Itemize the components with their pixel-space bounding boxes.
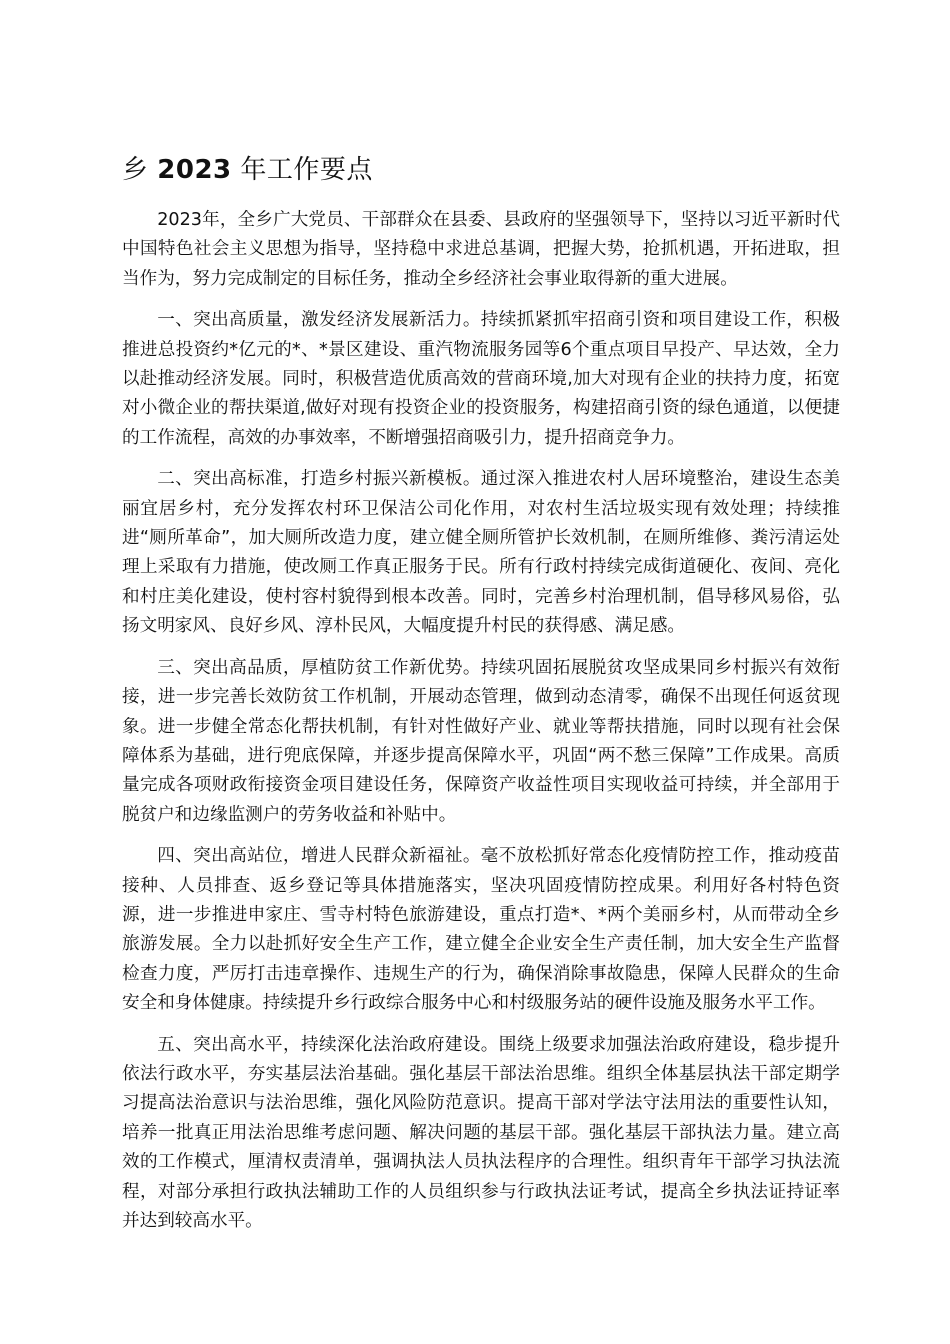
paragraph-section-5: 五、突出高水平，持续深化法治政府建设。围绕上级要求加强法治政府建设，稳步提升依法行政水平，夯实基层法治基础。强化基层干部法治思维。组织全体基层执法干部定期学习提高法治意识与法治思维，强化风险防范意识。提高干部对学法守法用法的重要性认知，培养一批真正用法治思维考虑问题、解决问题的基层干部。强化基层干部执法力量。建立高效的工作模式，厘清权责清单，强调执法人员执法程序的合理性。组织青年干部学习执法流程，对部分承担行政执法辅助工作的人员组织参与行政执法证考试，提高全乡执法证持证率并达到较高水平。: [122, 1034, 840, 1231]
paragraph-section-2: 二、突出高标准，打造乡村振兴新模板。通过深入推进农村人居环境整治，建设生态美丽宜居乡村，充分发挥农村环卫保洁公司化作用，对农村生活垃圾实现有效处理；持续推进“厕所革命”，加大厕所改造力度，建立健全厕所管护长效机制，在厕所维修、粪污清运处理上采取有力措施，使改厕工作真正服务于民。所有行政村持续完成街道硬化、夜间、亮化和村庄美化建设，使村容村貌得到根本改善。同时，完善乡村治理机制，倡导移风易俗，弘扬文明家风、良好乡风、淳朴民风，大幅度提升村民的获得感、满足感。: [122, 469, 840, 637]
paragraph-section-3: 三、突出高品质，厚植防贫工作新优势。持续巩固拓展脱贫攻坚成果同乡村振兴有效衔接，进一步完善长效防贫工作机制，开展动态管理，做到动态清零，确保不出现任何返贫现象。进一步健全常态化帮扶机制，有针对性做好产业、就业等帮扶措施，同时以现有社会保障体系为基础，进行兜底保障，并逐步提高保障水平，巩固“两不愁三保障”工作成果。高质量完成各项财政衔接资金项目建设任务，保障资产收益性项目实现收益可持续，并全部用于脱贫户和边缘监测户的劳务收益和补贴中。: [122, 657, 840, 825]
title-suffix: 年工作要点: [240, 155, 373, 185]
document-body: [122, 206, 840, 1248]
document-title: [122, 150, 373, 190]
paragraph-intro: 2023年，全乡广大党员、干部群众在县委、县政府的坚强领导下，坚持以习近平新时代中国特色社会主义思想为指导，坚持稳中求进总基调，把握大势，抢抓机遇，开拓进取，担当作为，努力完成制定的目标任务，推动全乡经济社会事业取得新的重大进展。: [122, 210, 840, 289]
title-prefix: 乡: [122, 155, 149, 185]
paragraph-section-1: 一、突出高质量，激发经济发展新活力。持续抓紧抓牢招商引资和项目建设工作，积极推进总投资约*亿元的*、*景区建设、重汽物流服务园等6个重点项目早投产、早达效，全力以赴推动经济发展。同时，积极营造优质高效的营商环境,加大对现有企业的扶持力度，拓宽对小微企业的帮扶渠道,做好对现有投资企业的投资服务，构建招商引资的绿色通道，以便捷的工作流程，高效的办事效率，不断增强招商吸引力，提升招商竞争力。: [122, 310, 840, 448]
paragraph-section-4: 四、突出高站位，增进人民群众新福祉。毫不放松抓好常态化疫情防控工作，推动疫苗接种、人员排查、返乡登记等具体措施落实，坚决巩固疫情防控成果。利用好各村特色资源，进一步推进申家庄、雪寺村特色旅游建设，重点打造*、*两个美丽乡村，从而带动全乡旅游发展。全力以赴抓好安全生产工作，建立健全企业安全生产责任制，加大安全生产监督检查力度，严厉打击违章操作、违规生产的行为，确保消除事故隐患，保障人民群众的生命安全和身体健康。持续提升乡行政综合服务中心和村级服务站的硬件设施及服务水平工作。: [122, 846, 840, 1014]
title-year: 2023: [157, 155, 232, 185]
